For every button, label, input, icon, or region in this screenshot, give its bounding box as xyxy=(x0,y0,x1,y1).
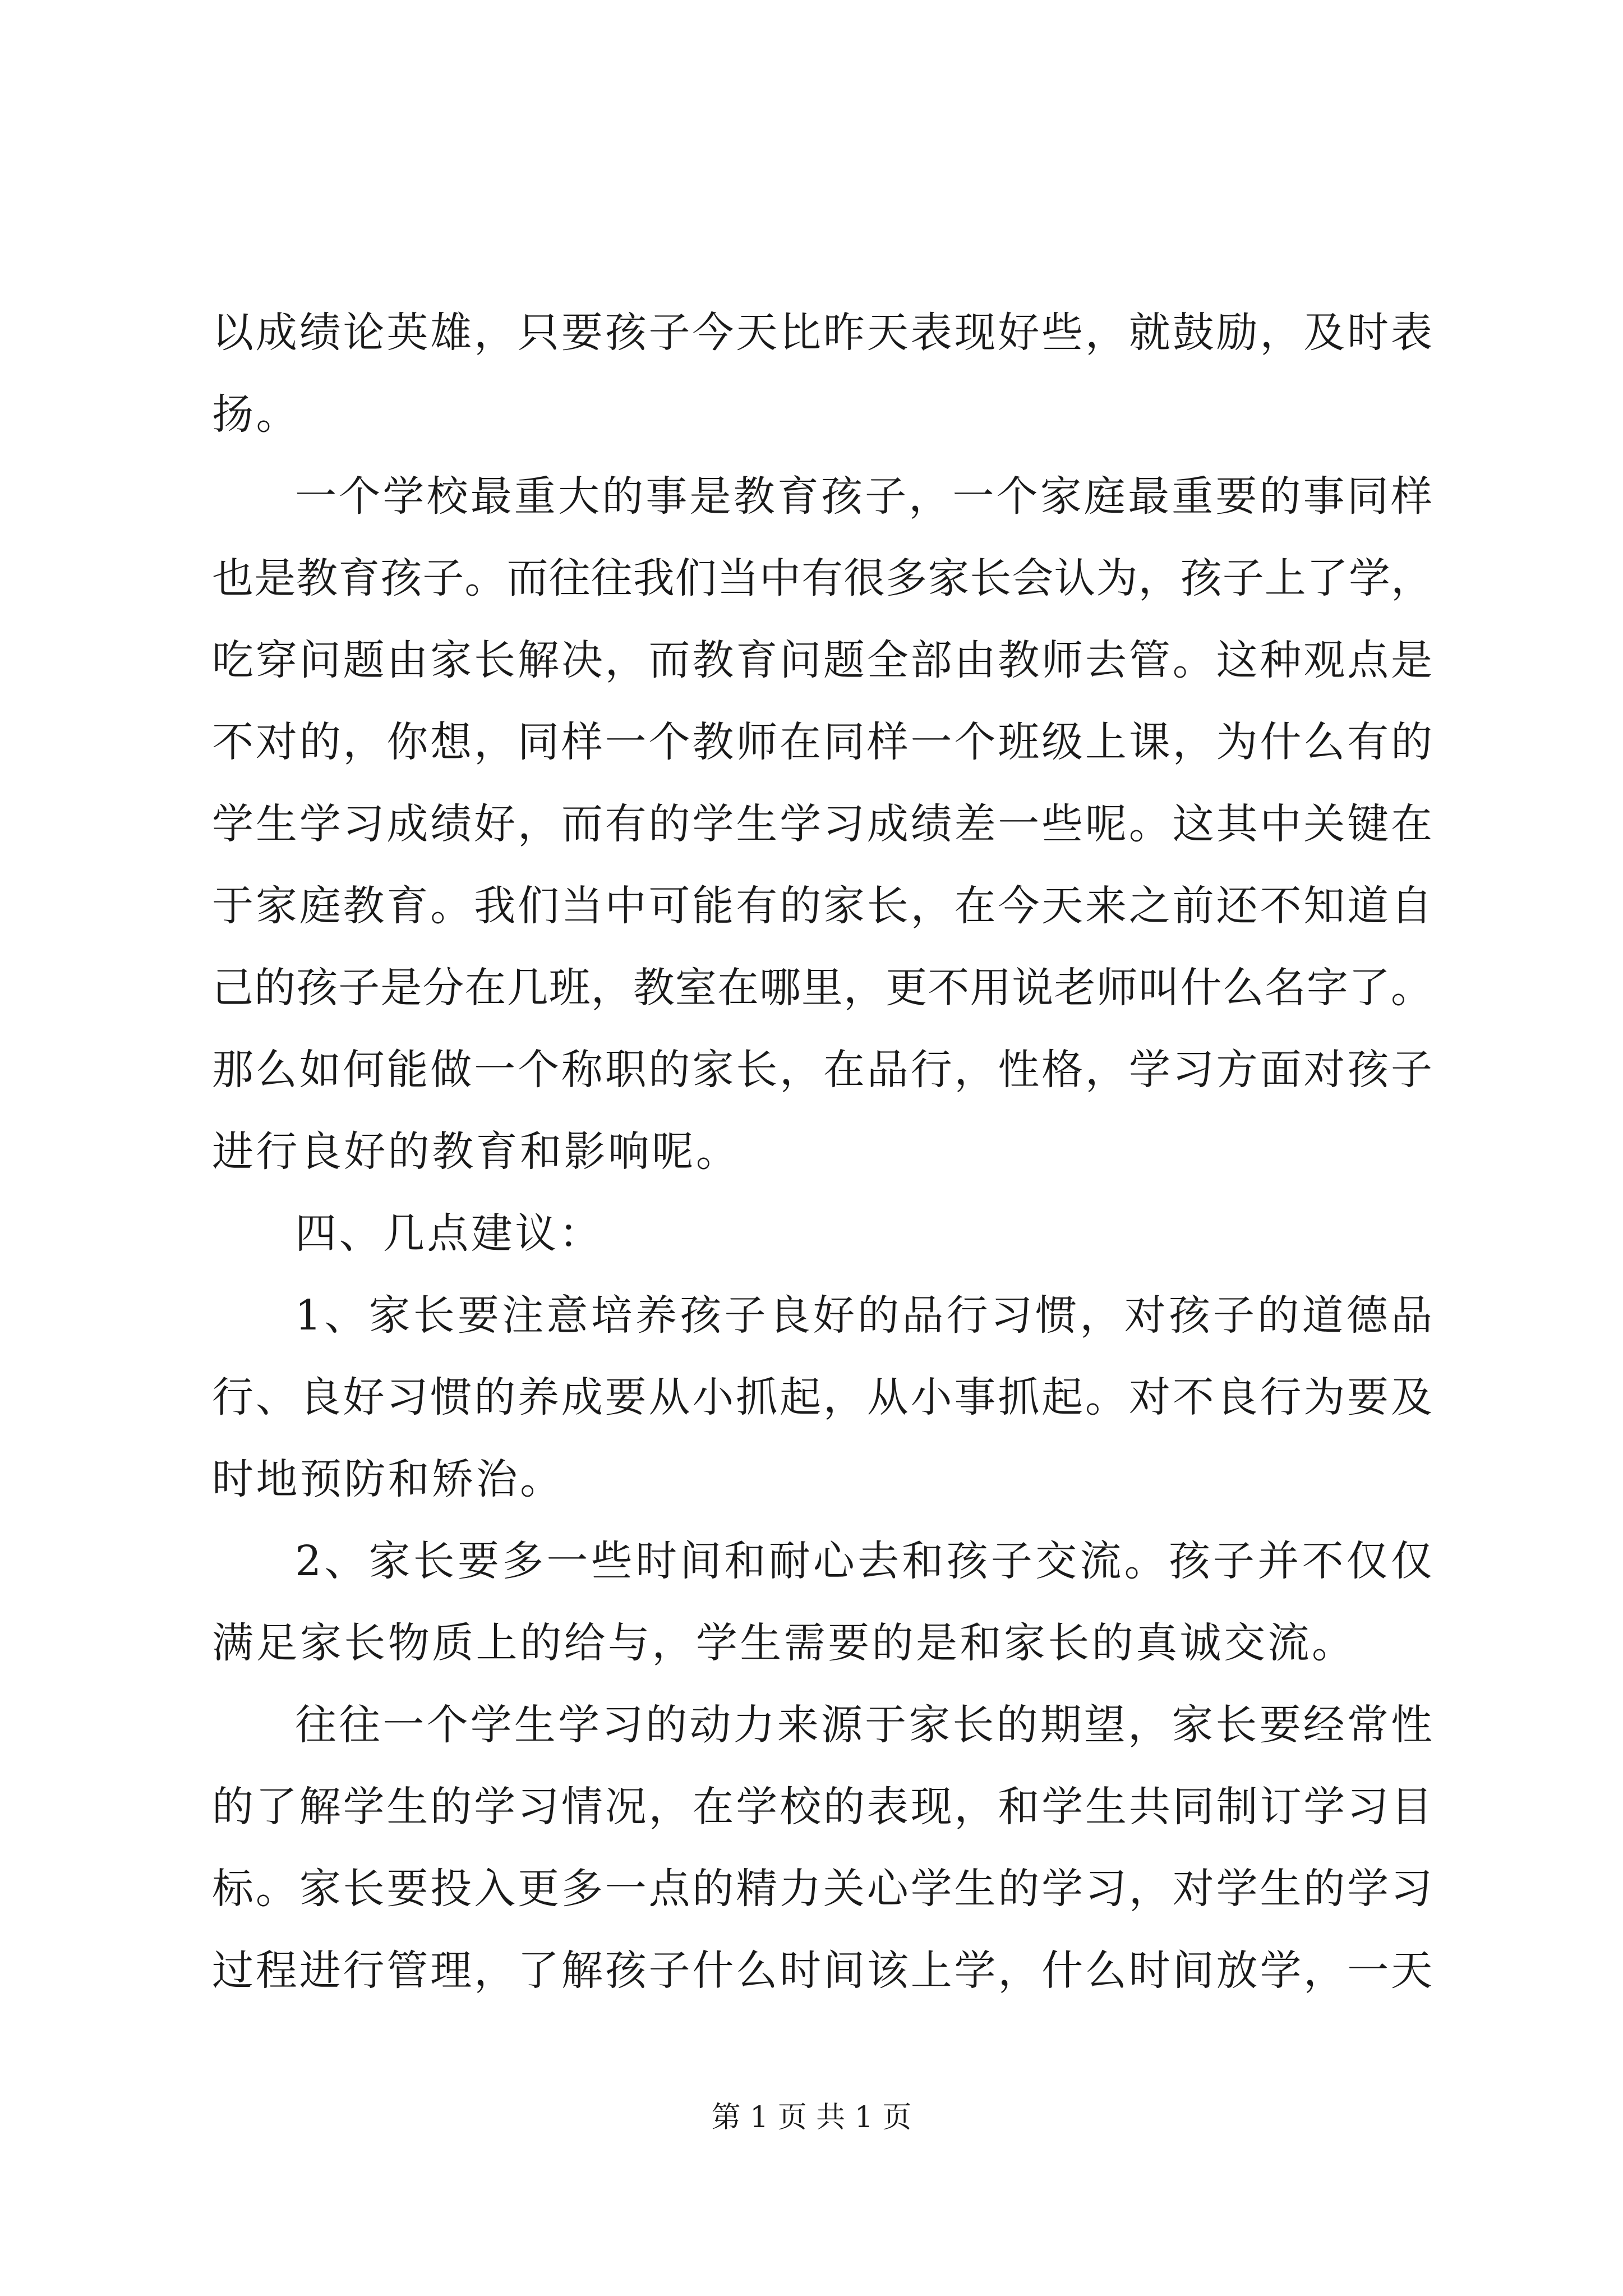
text-line: 扬。 xyxy=(212,390,300,439)
text-line: 时地预防和矫治。 xyxy=(212,1455,564,1503)
text-line: 行、良好习惯的养成要从小抓起，从小事抓起。对不良行为要及 xyxy=(212,1373,1432,1421)
page-number-label: 第 1 页 共 1 页 xyxy=(711,2101,912,2134)
paragraph-first-line: 一个学校最重大的事是教育孩子，一个家庭最重要的事同样 xyxy=(295,472,1432,521)
text-line: 那么如何能做一个称职的家长，在品行，性格，学习方面对孩子 xyxy=(212,1046,1432,1094)
text-line: 进行良好的教育和影响呢。 xyxy=(212,1128,740,1176)
text-line: 学生学习成绩好，而有的学生学习成绩差一些呢。这其中关键在 xyxy=(212,800,1432,848)
paragraph-first-line: 2、家长要多一些时间和耐心去和孩子交流。孩子并不仅仅 xyxy=(295,1537,1432,1585)
page-footer xyxy=(0,2098,1623,2137)
text-line: 不对的，你想，同样一个教师在同样一个班级上课，为什么有的 xyxy=(212,718,1432,766)
text-line: 过程进行管理，了解孩子什么时间该上学，什么时间放学，一天 xyxy=(212,1947,1432,1995)
text-line: 标。家长要投入更多一点的精力关心学生的学习，对学生的学习 xyxy=(212,1865,1432,1913)
text-line: 己的孩子是分在几班，教室在哪里，更不用说老师叫什么名字了。 xyxy=(212,964,1432,1012)
paragraph-first-line: 1、家长要注意培养孩子良好的品行习惯，对孩子的道德品 xyxy=(295,1291,1432,1340)
text-line: 满足家长物质上的给与，学生需要的是和家长的真诚交流。 xyxy=(212,1619,1356,1667)
document-body xyxy=(212,292,1432,2012)
section-heading: 四、几点建议： xyxy=(295,1209,603,1258)
text-line: 也是教育孩子。而往往我们当中有很多家长会认为，孩子上了学， xyxy=(212,554,1432,602)
paragraph-first-line: 往往一个学生学习的动力来源于家长的期望，家长要经常性 xyxy=(295,1701,1432,1749)
text-line: 于家庭教育。我们当中可能有的家长，在今天来之前还不知道自 xyxy=(212,882,1432,930)
text-line: 的了解学生的学习情况，在学校的表现，和学生共同制订学习目 xyxy=(212,1783,1432,1831)
text-line: 以成绩论英雄，只要孩子今天比昨天表现好些，就鼓励，及时表 xyxy=(212,309,1432,357)
text-line: 吃穿问题由家长解决，而教育问题全部由教师去管。这种观点是 xyxy=(212,636,1432,684)
